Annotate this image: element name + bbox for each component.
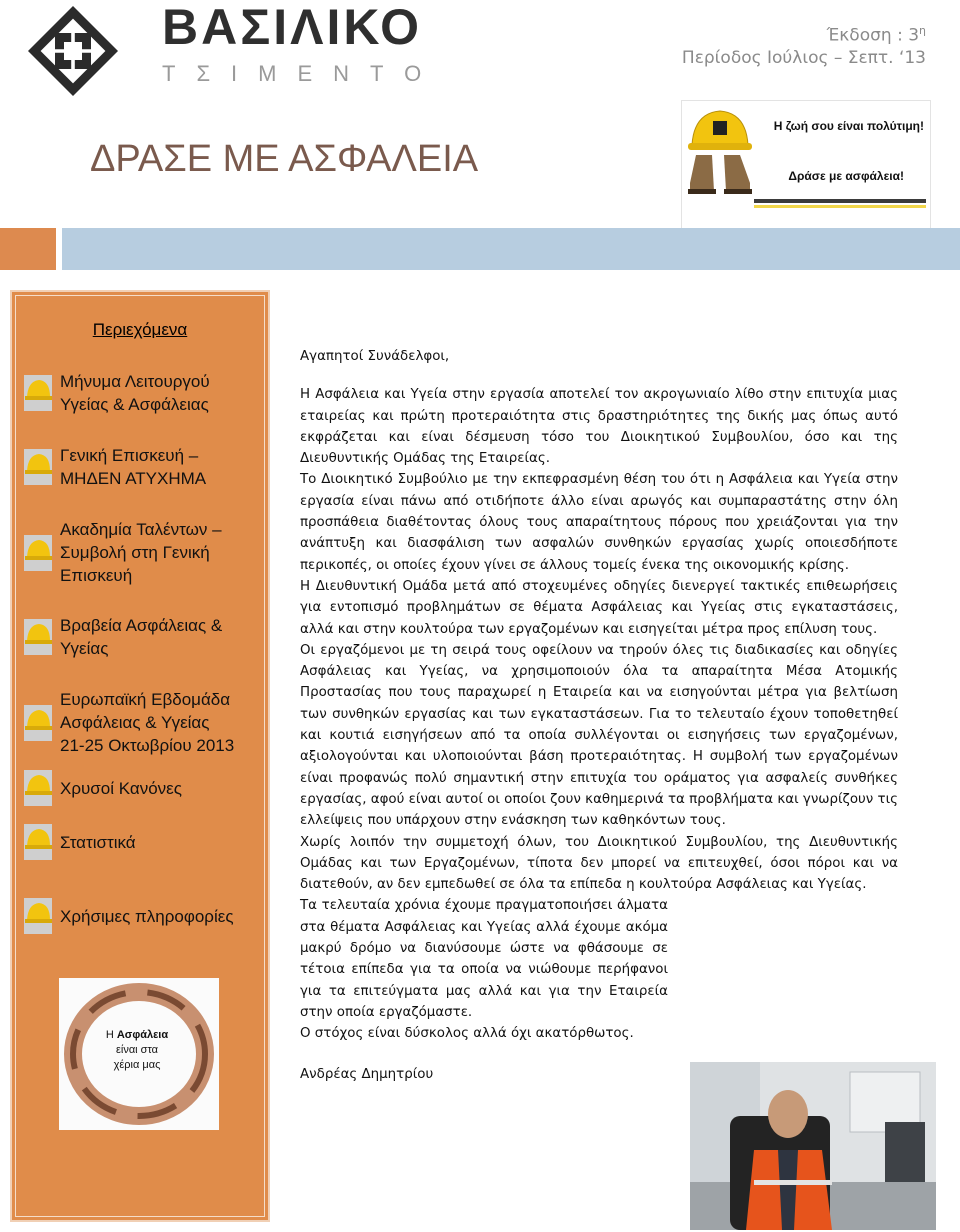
toc-item-line-1: Στατιστικά (60, 832, 136, 852)
letter-paragraph: Τα τελευταία χρόνια έχουμε πραγματοποιήσει άλματα στα θέματα Ασφάλειας και Υγείας αλλά έχουμε ακόμα μακρύ δρόμο να διανύσουμε ώστε να φθάσουμε σε τέτοια επίπεδα για τα οποία να νιώθουμε περήφανοι για τα επιτεύγματα μας αλλά και για την Εταιρεία στην οποία εργαζόμαστε. (300, 898, 668, 1020)
hands-caption (97, 1028, 177, 1073)
office-photo-image (690, 1062, 936, 1230)
author-photo (690, 1062, 936, 1230)
header-rule-bar (62, 228, 960, 270)
helmet-icon (24, 705, 52, 741)
toc-item-line-2: Ασφάλειας & Υγείας (60, 713, 210, 732)
brand-name: ΒΑΣΙΛΙΚΟ (162, 0, 423, 55)
toc-item-line-1: Χρήσιμες πληροφορίες (60, 906, 234, 926)
hands-caption-prefix: Η (105, 1029, 117, 1041)
toc-item-european-week[interactable] (24, 688, 234, 757)
brand-subtitle: ΤΣΙΜΕΝΤΟ (162, 61, 443, 86)
helmet-icon (24, 449, 52, 485)
edition-period: Περίοδος Ιούλιος – Σεπτ. ‘13 (681, 47, 926, 68)
banner-line-1: Η ζωή σου είναι πολύτιμη! (773, 119, 924, 133)
toc-item-golden-rules[interactable] (24, 770, 182, 806)
banner-line-2: Δράσε με ασφάλεια! (788, 169, 904, 183)
toc-item-line-1: Χρυσοί Κανόνες (60, 778, 182, 798)
hands-caption-line-2: είναι στα (115, 1044, 159, 1056)
contents-sidebar (10, 290, 270, 1222)
safety-banner (681, 100, 931, 232)
letter-paragraph: Το Διοικητικό Συμβούλιο με την εκπεφρασμένη θέση του ότι η Ασφάλεια και Υγεία στην εργασία είναι πάνω από οτιδήποτε άλλο είναι αρωγός και συμπαραστάτης στην όλη προσπάθεια διαθέτοντας όλους τους απαραίτητους πόρους που χρειάζονται για την ανάπτυξη και διασφάλιση των ασφαλών συνθηκών εργασίας χωρίς οποιεσδήποτε περικοπές, οι οποίες έχουν γίνει σε άλλους τομείς ένεκα της οικονομικής κρίσης. (300, 472, 898, 573)
toc-item-line-1: Ευρωπαϊκή Εβδομάδα (60, 690, 231, 709)
hands-caption-bold: Ασφάλεια (116, 1029, 169, 1041)
toc-item-general-overhaul[interactable] (24, 444, 206, 490)
helmet-icon (24, 535, 52, 571)
edition-suffix: η (919, 24, 926, 37)
toc-item-line-2: Συμβολή στη Γενική (60, 543, 210, 562)
banner-divider-accent (754, 205, 926, 208)
toc-item-talent-academy[interactable] (24, 518, 222, 587)
helmet-boots-icon (684, 105, 756, 197)
toc-item-line-2: Υγείας (60, 639, 109, 658)
edition-info (682, 20, 926, 69)
letter-paragraph: Χωρίς λοιπόν την συμμετοχή όλων, του Διοικητικού Συμβουλίου, της Διευθυντικής Ομάδας και των Εργαζομένων, τίποτα δεν μπορεί να επιτευχθεί, όσοι πόροι και να διατεθούν, αν δεν εμπεδωθεί σε όλα τα επίπεδα η κουλτούρα Ασφάλειας και Υγείας. (300, 834, 898, 893)
toc-item-line-1: Ακαδημία Ταλέντων – (60, 520, 222, 539)
toc-item-line-1: Μήνυμα Λειτουργού (60, 372, 210, 391)
editorial-letter (300, 346, 898, 1085)
toc-item-line-3: Επισκευή (60, 566, 133, 585)
letter-paragraph: Οι εργαζόμενοι με τη σειρά τους οφείλουν να τηρούν όλες τις διαδικασίες και οδηγίες Ασφάλειας και Υγείας, να χρησιμοποιούν όλα τα απαραίτητα Μέσα Ατομικής Προστασίας που τους παραχωρεί η Εταιρεία και να εισηγούνται μέτρα για βελτίωση των συνθηκών εργασίας και των εγκαταστάσεων. Για το τελευταίο έχουν τοποθετηθεί και κουτιά εισηγήσεων από τα οποία συλλέγονται οι εισηγήσεις των εργαζομένων, αξιολογούνται και υλοποιούνται βάση προτεραιότητας. Η συμβολή των εργαζομένων είναι προφανώς πολύ σημαντική στην επιτυχία του οράματος για ασφαλείς συνθήκες εργασίας, αφού είναι αυτοί οι οποίοι ζουν καθημερινά τα προβλήματα και γνωρίζουν τις ελλείψεις που υπάρχουν στην ενάσκηση των καθηκόντων τους. (300, 642, 898, 829)
toc-item-line-2: ΜΗΔΕΝ ΑΤΥΧΗΜΑ (60, 469, 207, 488)
helmet-icon (24, 898, 52, 934)
letter-signature: Ανδρέας Δημητρίου (300, 1066, 434, 1082)
company-logo-mark (28, 6, 118, 96)
letter-greeting: Αγαπητοί Συνάδελφοι, (300, 349, 450, 364)
helmet-icon (24, 770, 52, 806)
helmet-icon (24, 619, 52, 655)
page-title: ΔΡΑΣΕ ΜΕ ΑΣΦΑΛΕΙΑ (90, 138, 479, 180)
toc-item-health-officer-message[interactable] (24, 370, 210, 416)
letter-paragraph: Ο στόχος είναι δύσκολος αλλά όχι ακατόρθωτος. (300, 1026, 634, 1042)
toc-item-safety-awards[interactable] (24, 614, 222, 660)
toc-item-useful-info[interactable] (24, 898, 234, 934)
toc-item-statistics[interactable] (24, 824, 136, 860)
edition-label: Έκδοση : 3 (826, 25, 920, 46)
toc-item-line-1: Γενική Επισκευή – (60, 446, 199, 465)
toc-item-line-1: Βραβεία Ασφάλειας & (60, 616, 223, 635)
toc-item-line-3: 21-25 Οκτωβρίου 2013 (60, 736, 235, 755)
toc-item-line-2: Υγείας & Ασφάλειας (60, 395, 209, 414)
hands-illustration (59, 978, 219, 1130)
contents-heading: Περιεχόμενα (92, 320, 188, 339)
helmet-icon (24, 824, 52, 860)
letter-paragraph: Η Ασφάλεια και Υγεία στην εργασία αποτελεί τον ακρογωνιαίο λίθο στην επιτυχία μιας εταιρείας και πρώτη προτεραιότητα στις δραστηριότητες της δικής μας όπως αυτό εκφράζεται και είναι δέσμευση τόσο του Διοικητικού Συμβουλίου, όσο και της Διευθυντικής Ομάδας της Εταιρείας. (300, 387, 898, 467)
letter-paragraph: Η Διευθυντική Ομάδα μετά από στοχευμένες οδηγίες διενεργεί τακτικές επιθεωρήσεις για εντοπισμό προβλημάτων σε θέματα Ασφάλειας και Υγείας στις εγκαταστάσεις, αλλά και στην κουλτούρα των εργαζομένων και εισηγείται μέτρα προς επίλυση τους. (300, 578, 898, 637)
banner-divider (754, 199, 926, 203)
hands-caption-line-3: χέρια μας (113, 1059, 161, 1071)
helmet-icon (24, 375, 52, 411)
header-rule-accent (0, 228, 56, 270)
